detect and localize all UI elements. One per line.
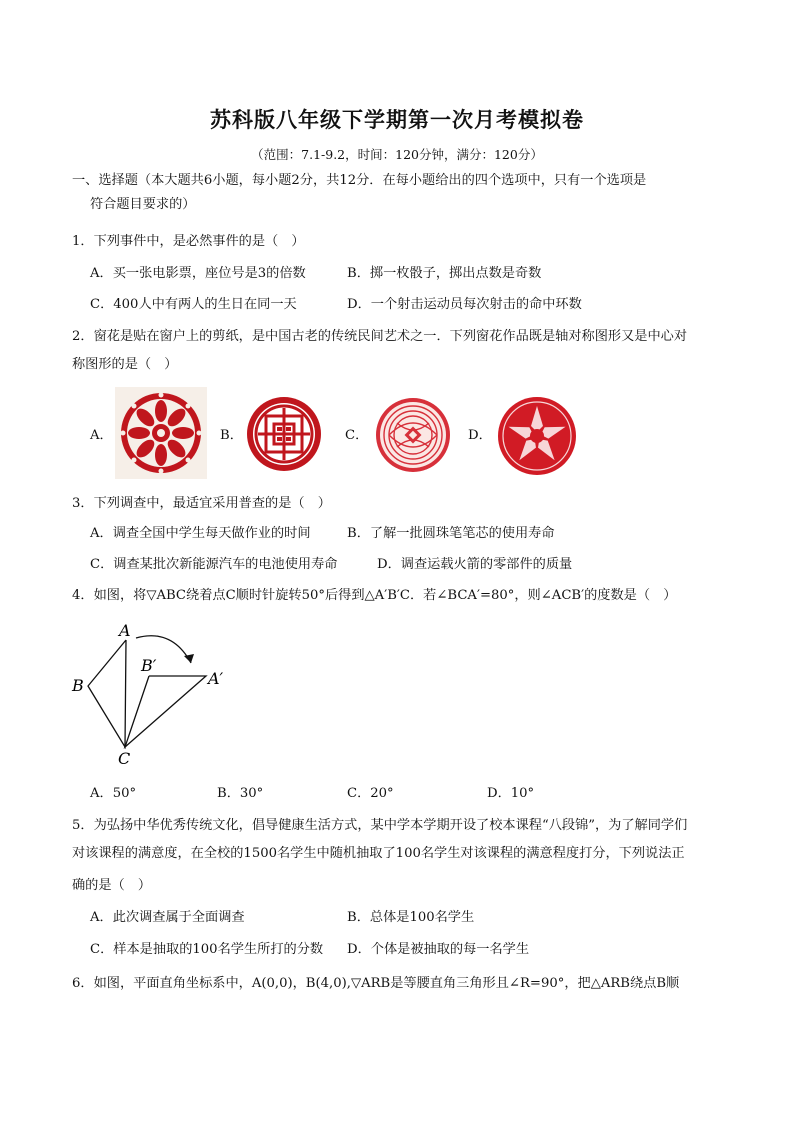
q5-line1: 5．为弘扬中华优秀传统文化，倡导健康生活方式，某中学本学期开设了校本课程“八段锦”，为了解同学们 <box>72 818 688 833</box>
q2-option-c: C． <box>345 428 369 443</box>
q4-stem: 4．如图，将▽ABC绕着点C顺时针旋转50°后得到△A′B′C．若∠BCA′=80°，则∠ACB′的度数是（ ） <box>72 588 677 603</box>
q5-option-a: A．此次调查属于全面调查 <box>90 910 245 925</box>
q2-option-a: A． <box>90 428 113 443</box>
q3-option-b: B．了解一批圆珠笔笔芯的使用寿命 <box>347 526 555 541</box>
q4-option-c: C．20° <box>347 786 394 801</box>
q3-option-d: D．调查运载火箭的零部件的质量 <box>377 557 573 572</box>
q3-stem: 3．下列调查中，最适宜采用普查的是（ ） <box>72 496 331 511</box>
paper-cut-image-d <box>497 396 577 480</box>
swirl-papercut-icon <box>375 397 451 473</box>
q5-line3: 确的是（ ） <box>72 878 152 893</box>
q5-line2: 对该课程的满意度，在全校的1500名学生中随机抽取了100名学生对该课程的满意程度打分，下列说法正 <box>72 846 685 861</box>
q3-option-a: A．调查全国中学生每天做作业的时间 <box>90 526 311 541</box>
label-b-prime: B′ <box>141 656 157 675</box>
q1-stem: 1．下列事件中，是必然事件的是（ ） <box>72 234 305 249</box>
q5-option-c: C．样本是抽取的100名学生所打的分数 <box>90 942 324 957</box>
q2-line1: 2．窗花是贴在窗户上的剪纸，是中国古老的传统民间艺术之一．下列窗花作品既是轴对称图形又是中心对 <box>72 329 688 344</box>
q1-option-c: C．400人中有两人的生日在同一天 <box>90 297 297 312</box>
page-title: 苏科版八年级下学期第一次月考模拟卷 <box>210 107 584 132</box>
label-b: B <box>72 676 84 695</box>
label-a-prime: A′ <box>208 669 224 688</box>
q5-option-d: D．个体是被抽取的每一名学生 <box>347 942 530 957</box>
star-flower-papercut-icon <box>497 396 577 476</box>
flower-papercut-icon <box>115 387 207 479</box>
q2-line2: 称图形的是（ ） <box>72 357 178 372</box>
q4-option-b: B．30° <box>217 786 264 801</box>
q1-option-d: D．一个射击运动员每次射击的命中环数 <box>347 297 582 312</box>
label-a: A <box>119 621 131 640</box>
q3-option-c: C．调查某批次新能源汽车的电池使用寿命 <box>90 557 338 572</box>
rotation-diagram <box>60 612 240 772</box>
paper-cut-image-a <box>115 387 207 483</box>
section1-line1: 一、选择题（本大题共6小题，每小题2分，共12分．在每小题给出的四个选项中，只有一个选项是 <box>72 173 647 188</box>
q5-option-b: B．总体是100名学生 <box>347 910 475 925</box>
paper-cut-image-c <box>375 397 451 477</box>
section1-line2: 符合题目要求的） <box>90 197 196 212</box>
q1-option-b: B．掷一枚骰子，掷出点数是奇数 <box>347 266 542 281</box>
q1-option-a: A．买一张电影票，座位号是3的倍数 <box>90 266 306 281</box>
q4-rotation-figure <box>60 612 240 776</box>
q2-option-d: D． <box>468 428 492 443</box>
q4-option-d: D．10° <box>487 786 535 801</box>
page-subtitle: （范围：7.1-9.2，时间：120分钟，满分：120分） <box>251 147 543 162</box>
q6-line1: 6．如图，平面直角坐标系中，A(0,0)，B(4,0),▽ARB是等腰直角三角形且∠R=90°，把△ARB绕点B顺 <box>72 976 680 991</box>
q4-option-a: A．50° <box>90 786 137 801</box>
q2-option-b: B． <box>220 428 243 443</box>
paper-cut-image-b <box>246 396 322 476</box>
double-happiness-papercut-icon <box>246 396 322 472</box>
label-c: C <box>118 749 131 768</box>
